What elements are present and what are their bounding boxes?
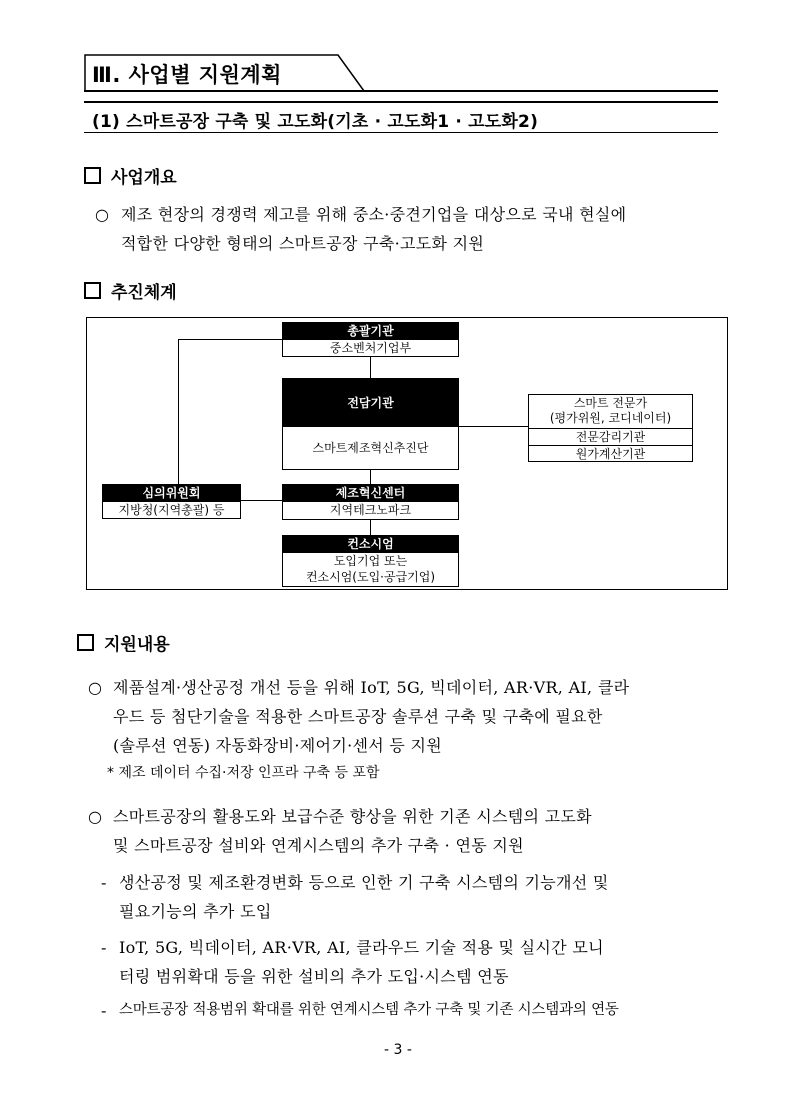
overview-heading xyxy=(84,163,177,188)
checkbox-square-icon xyxy=(84,282,101,299)
support-heading-text: 지원내용 xyxy=(104,635,170,655)
org-diagram xyxy=(86,317,728,590)
system-heading xyxy=(84,278,177,303)
dedicated-title: 전담기관 xyxy=(283,379,458,427)
page-number: - 3 - xyxy=(384,1042,412,1058)
committee-node xyxy=(102,484,241,519)
committee-body: 지방청(지역총괄) 등 xyxy=(118,503,225,517)
dedicated-node xyxy=(282,378,459,470)
expert-row-3: 원가계산기관 xyxy=(575,447,646,461)
connector-line xyxy=(178,339,283,340)
consortium-title: 컨소시엄 xyxy=(283,536,458,553)
section-title xyxy=(84,54,364,90)
support-d2-line-2: 터링 범위확대 등을 위한 설비의 추가 도입·시스템 연동 xyxy=(119,967,509,986)
support-p1-line-1: 제품설계·생산공정 개선 등을 위해 IoT, 5G, 빅데이터, AR·VR, AI, 클라 xyxy=(113,678,630,697)
support-d3-line-1: 스마트공장 적용범위 확대를 위한 연계시스템 추가 구축 및 기존 시스템과의 연동 xyxy=(119,1002,619,1018)
support-d2-line-1: IoT, 5G, 빅데이터, AR·VR, AI, 클라우드 기술 적용 및 실시간 모니 xyxy=(119,938,604,957)
support-d2-dash: - xyxy=(101,938,107,957)
overview-heading-text: 사업개요 xyxy=(111,168,177,188)
expert-line-2: (평가위원, 코디네이터) xyxy=(529,411,692,429)
consortium-node xyxy=(282,535,459,587)
overview-line-2: 적합한 다양한 형태의 스마트공장 구축·고도화 지원 xyxy=(121,234,485,253)
supervisor-node xyxy=(282,322,459,357)
section-title-text: Ⅲ. 사업별 지원계획 xyxy=(92,63,282,87)
supervisor-title: 총괄기관 xyxy=(283,323,458,340)
section-rule xyxy=(84,90,718,92)
support-p1-bullet: ○ xyxy=(88,678,103,697)
connector-line xyxy=(240,500,283,501)
subsection-bottom-rule xyxy=(84,132,718,133)
consortium-line-1: 도입기업 또는 xyxy=(333,554,408,568)
connector-line xyxy=(370,356,371,378)
supervisor-body: 중소벤처기업부 xyxy=(329,341,412,355)
connector-line xyxy=(458,426,529,427)
support-p2-line-2: 및 스마트공장 설비와 연계시스템의 추가 구축 · 연동 지원 xyxy=(113,836,524,855)
committee-title: 심의위원회 xyxy=(103,485,240,502)
subsection-top-rule xyxy=(84,101,718,103)
support-p2-line-1: 스마트공장의 활용도와 보급수준 향상을 위한 기존 시스템의 고도화 xyxy=(113,807,592,826)
overview-bullet: ○ xyxy=(95,205,110,224)
center-body: 지역테크노파크 xyxy=(329,503,412,517)
checkbox-square-icon xyxy=(84,167,101,184)
connector-line xyxy=(178,339,179,484)
dedicated-body: 스마트제조혁신추진단 xyxy=(312,441,429,455)
support-p1-line-2: 우드 등 첨단기술을 적용한 스마트공장 솔루션 구축 및 구축에 필요한 xyxy=(113,707,603,726)
support-p1-line-3: (솔루션 연동) 자동화장비·제어기·센서 등 지원 xyxy=(113,736,443,755)
support-heading xyxy=(77,630,170,655)
support-p2-bullet: ○ xyxy=(88,807,103,826)
connector-line xyxy=(370,469,371,485)
support-d1-dash: - xyxy=(101,873,107,892)
expert-line-1: 스마트 전문가 xyxy=(573,396,648,410)
subsection-title: (1) 스마트공장 구축 및 고도화(기초 · 고도화1 · 고도화2) xyxy=(92,112,539,132)
connector-line xyxy=(370,520,371,536)
support-d1-line-1: 생산공정 및 제조환경변화 등으로 인한 기 구축 시스템의 기능개선 및 xyxy=(119,873,609,892)
expert-node xyxy=(528,394,693,462)
expert-row-2: 전문감리기관 xyxy=(529,429,692,446)
center-title: 제조혁신센터 xyxy=(283,485,458,502)
consortium-line-2: 컨소시엄(도입·공급기업) xyxy=(305,570,436,584)
support-d3-dash: - xyxy=(101,1001,107,1020)
support-note: * 제조 데이터 수집·저장 인프라 구축 등 포함 xyxy=(107,765,380,781)
checkbox-square-icon xyxy=(77,634,94,651)
support-d1-line-2: 필요기능의 추가 도입 xyxy=(119,902,272,921)
center-node xyxy=(282,484,459,520)
overview-line-1: 제조 현장의 경쟁력 제고를 위해 중소·중견기업을 대상으로 국내 현실에 xyxy=(121,205,627,224)
system-heading-text: 추진체계 xyxy=(111,283,177,303)
